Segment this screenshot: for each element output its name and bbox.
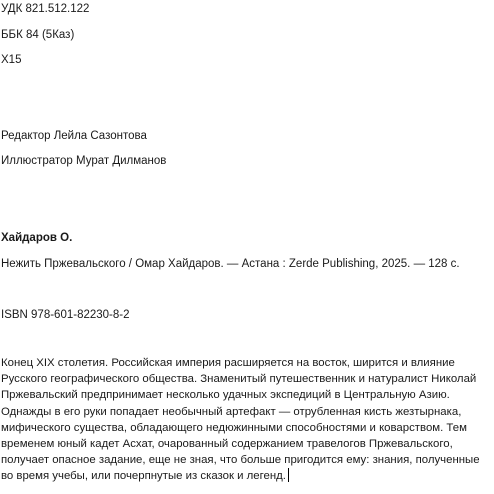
annotation-line: получает опасное задание, еще не зная, что больше пригодится ему: знания, полученные bbox=[1, 454, 480, 467]
annotation-line: Однажды в его руки попадает необычный артефакт — отрубленная кисть жезтырнака, bbox=[1, 405, 462, 418]
annotation-line-last bbox=[1, 468, 493, 484]
author-mark: Х15 bbox=[1, 54, 22, 66]
annotation-line: Русского географического общества. Знаменитый путешественник и натуралист Николай bbox=[1, 373, 477, 386]
udk-code: УДК 821.512.122 bbox=[1, 3, 90, 15]
author-heading: Хайдаров О. bbox=[1, 232, 73, 244]
annotation-line: временем юный кадет Асхат, очарованный содержанием травелогов Пржевальского, bbox=[1, 438, 453, 451]
bbk-code: ББК 84 (5Каз) bbox=[1, 29, 75, 41]
isbn-number: ISBN 978-601-82230-8-2 bbox=[1, 309, 130, 321]
annotation-line: Конец XIX столетия. Российская империя расширяется на восток, ширится и влияние bbox=[1, 357, 455, 369]
editor-credit: Редактор Лейла Сазонтова bbox=[1, 130, 147, 142]
annotation-line: мифического существа, обладающего недюжинными способностями и коварством. Тем bbox=[1, 421, 467, 434]
text-cursor bbox=[288, 468, 289, 482]
illustrator-credit: Иллюстратор Мурат Дилманов bbox=[1, 155, 167, 167]
bibliographic-record: Нежить Пржевальского / Омар Хайдаров. — Астана : Zerde Publishing, 2025. — 128 с. bbox=[1, 258, 460, 270]
annotation-line-text: во время учебы, или почерпнутые из сказок и легенд. bbox=[1, 470, 286, 483]
annotation-paragraph[interactable] bbox=[1, 355, 493, 485]
annotation-line: Пржевальский предпринимает несколько удачных экспедиций в Центральную Азию. bbox=[1, 389, 450, 402]
